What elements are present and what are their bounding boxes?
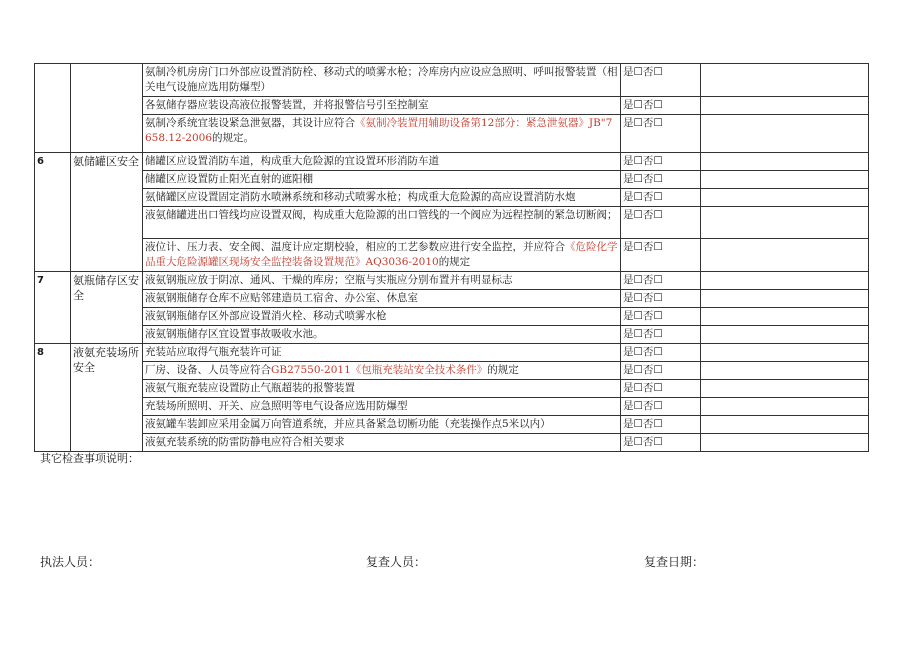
yes-label: 是 (623, 328, 634, 340)
section-category: 氨储罐区安全 (71, 153, 143, 272)
remark-cell[interactable] (701, 207, 869, 239)
check-item (143, 272, 621, 290)
check-item-text: 各氨储存器应装设高液位报警装置，并将报警信号引至控制室 (145, 99, 429, 111)
table-row (35, 416, 869, 434)
yes-label: 是 (623, 191, 634, 203)
yes-label: 是 (623, 382, 634, 394)
check-item-text: 的规定。 (212, 132, 255, 144)
check-item-text: 液氨气瓶充装应设置防止气瓶超装的报警装置 (145, 382, 355, 394)
no-checkbox[interactable]: ☐ (653, 418, 663, 430)
enforcer-label: 执法人员： (40, 555, 101, 569)
check-item-text: 液氨钢瓶应放于阴凉、通风、干燥的库房；空瓶与实瓶应分别布置并有明显标志 (145, 274, 513, 286)
answer-cell (621, 97, 701, 115)
yes-label: 是 (623, 173, 634, 185)
yes-label: 是 (623, 274, 634, 286)
check-item (143, 171, 621, 189)
no-checkbox[interactable]: ☐ (653, 346, 663, 358)
yes-label: 是 (623, 436, 634, 448)
no-checkbox[interactable]: ☐ (653, 66, 663, 78)
yes-checkbox[interactable]: ☐ (633, 328, 643, 340)
table-row (35, 239, 869, 272)
check-item-text: 氨制冷系统宜装设紧急泄氨器，其设计应符合 (145, 117, 355, 129)
yes-checkbox[interactable]: ☐ (633, 418, 643, 430)
yes-checkbox[interactable]: ☐ (633, 209, 643, 221)
yes-checkbox[interactable]: ☐ (633, 436, 643, 448)
no-label: 否 (642, 241, 654, 253)
yes-checkbox[interactable]: ☐ (633, 173, 643, 185)
check-item-text: 厂房、设备、人员等应符合 (145, 364, 271, 376)
no-checkbox[interactable]: ☐ (653, 292, 663, 304)
no-label: 否 (642, 418, 654, 430)
section-category: 氨瓶储存区安全 (71, 272, 143, 344)
answer-cell (621, 344, 701, 362)
no-label: 否 (642, 209, 654, 221)
remark-cell[interactable] (701, 380, 869, 398)
yes-checkbox[interactable]: ☐ (633, 364, 643, 376)
no-label: 否 (642, 292, 654, 304)
check-item-text: 液氨充装系统的防雷防静电应符合相关要求 (145, 436, 345, 448)
remark-cell[interactable] (701, 416, 869, 434)
check-item-text: 充装站应取得气瓶充装许可证 (145, 346, 282, 358)
no-label: 否 (642, 346, 654, 358)
yes-label: 是 (623, 99, 634, 111)
yes-checkbox[interactable]: ☐ (633, 99, 643, 111)
check-item-text: 液氨钢瓶储存区外部应设置消火栓、移动式喷雾水枪 (145, 310, 387, 322)
remark-cell[interactable] (701, 171, 869, 189)
standard-reference: 《危险化学品重大危险源罐区现场安全监控装备设置规范》AQ3036-2010 (145, 241, 618, 268)
check-item (143, 290, 621, 308)
answer-cell (621, 434, 701, 452)
remark-cell[interactable] (701, 290, 869, 308)
answer-cell (621, 326, 701, 344)
yes-label: 是 (623, 155, 634, 167)
check-item-text: 充装场所照明、开关、应急照明等电气设备应选用防爆型 (145, 400, 408, 412)
answer-cell (621, 115, 701, 153)
check-item-text: 液氨钢瓶储存区宜设置事故吸收水池。 (145, 328, 324, 340)
table-row (35, 272, 869, 290)
section-category (71, 64, 143, 153)
no-label: 否 (642, 382, 654, 394)
remark-cell[interactable] (701, 362, 869, 380)
table-row (35, 434, 869, 452)
section-category: 液氨充装场所安全 (71, 344, 143, 452)
check-item (143, 115, 621, 153)
no-label: 否 (642, 99, 654, 111)
check-item (143, 416, 621, 434)
no-label: 否 (642, 310, 654, 322)
standard-reference: GB27550-2011《包瓶充装站安全技术条件》 (271, 364, 488, 376)
answer-cell (621, 362, 701, 380)
check-item-text: 储罐区应设置防止阳光直射的遮阳棚 (145, 173, 313, 185)
other-notes-label: 其它检查事项说明： (40, 452, 139, 465)
remark-cell[interactable] (701, 239, 869, 272)
yes-checkbox[interactable]: ☐ (633, 241, 643, 253)
check-item-text: 液氨储罐进出口管线均应设置双阀，构成重大危险源的出口管线的一个阀应为远程控制的紧急切断阀； (145, 209, 618, 221)
table-row (35, 64, 869, 97)
table-row (35, 362, 869, 380)
table-row (35, 380, 869, 398)
table-row (35, 97, 869, 115)
no-label: 否 (642, 191, 654, 203)
table-row (35, 326, 869, 344)
yes-checkbox[interactable]: ☐ (633, 274, 643, 286)
no-checkbox[interactable]: ☐ (653, 241, 663, 253)
remark-cell[interactable] (701, 434, 869, 452)
yes-label: 是 (623, 418, 634, 430)
no-checkbox[interactable]: ☐ (653, 310, 663, 322)
check-item (143, 239, 621, 272)
no-checkbox[interactable]: ☐ (653, 209, 663, 221)
remark-cell[interactable] (701, 115, 869, 153)
table-row (35, 207, 869, 239)
no-label: 否 (642, 155, 654, 167)
section-number: 7 (35, 272, 71, 344)
check-item (143, 326, 621, 344)
no-checkbox[interactable]: ☐ (653, 99, 663, 111)
reviewer-label: 复查人员： (366, 555, 427, 569)
yes-checkbox[interactable]: ☐ (633, 382, 643, 394)
answer-cell (621, 416, 701, 434)
answer-cell (621, 272, 701, 290)
check-item (143, 308, 621, 326)
check-item (143, 97, 621, 115)
check-item-text: 的规定 (438, 256, 471, 268)
section-number (35, 64, 71, 153)
no-label: 否 (642, 364, 654, 376)
yes-checkbox[interactable]: ☐ (633, 292, 643, 304)
check-item-text: 的规定 (487, 364, 519, 376)
check-item (143, 434, 621, 452)
no-checkbox[interactable]: ☐ (653, 328, 663, 340)
answer-cell (621, 189, 701, 207)
standard-reference: 《氨制冷装置用辅助设备第12部分：紧急泄氨器》JB"7658.12-2006 (145, 117, 613, 144)
section-number: 6 (35, 153, 71, 272)
yes-label: 是 (623, 117, 634, 129)
table-row (35, 290, 869, 308)
yes-label: 是 (623, 400, 634, 412)
yes-label: 是 (623, 209, 634, 221)
table-row (35, 171, 869, 189)
table-row (35, 115, 869, 153)
remark-cell[interactable] (701, 398, 869, 416)
answer-cell (621, 207, 701, 239)
table-row (35, 189, 869, 207)
remark-cell[interactable] (701, 189, 869, 207)
check-item-text: 液氨罐车装卸应采用金属万向管道系统，并应具备紧急切断功能（充装操作点5米以内） (145, 418, 551, 430)
no-label: 否 (642, 117, 654, 129)
remark-cell[interactable] (701, 272, 869, 290)
check-item (143, 153, 621, 171)
table-row (35, 398, 869, 416)
table-row (35, 344, 869, 362)
check-item (143, 380, 621, 398)
answer-cell (621, 239, 701, 272)
check-item (143, 64, 621, 97)
remark-cell[interactable] (701, 153, 869, 171)
check-item-text: 储罐区应设置消防车道，构成重大危险源的宜设置环形消防车道 (145, 155, 439, 167)
yes-label: 是 (623, 66, 634, 78)
remark-cell[interactable] (701, 97, 869, 115)
check-item (143, 344, 621, 362)
no-checkbox[interactable]: ☐ (653, 436, 663, 448)
answer-cell (621, 64, 701, 97)
yes-label: 是 (623, 310, 634, 322)
yes-label: 是 (623, 241, 634, 253)
yes-label: 是 (623, 364, 634, 376)
no-label: 否 (642, 328, 654, 340)
no-checkbox[interactable]: ☐ (653, 191, 663, 203)
check-item-text: 氨储罐区应设置固定消防水喷淋系统和移动式喷雾水枪；构成重大危险源的高应设置消防水炮 (145, 191, 576, 203)
no-label: 否 (642, 436, 654, 448)
yes-checkbox[interactable]: ☐ (633, 310, 643, 322)
no-label: 否 (642, 66, 654, 78)
remark-cell[interactable] (701, 308, 869, 326)
yes-checkbox[interactable]: ☐ (633, 117, 643, 129)
no-checkbox[interactable]: ☐ (653, 364, 663, 376)
check-item-text: 氨制冷机房房门口外部应设置消防栓、移动式的喷雾水枪；冷库房内应设应急照明、呼叫报警装置（相关电气设施应选用防爆型） (145, 66, 618, 93)
no-checkbox[interactable]: ☐ (653, 117, 663, 129)
no-label: 否 (642, 400, 654, 412)
no-checkbox[interactable]: ☐ (653, 155, 663, 167)
yes-label: 是 (623, 292, 634, 304)
no-checkbox[interactable]: ☐ (653, 382, 663, 394)
yes-checkbox[interactable]: ☐ (633, 191, 643, 203)
yes-checkbox[interactable]: ☐ (633, 346, 643, 358)
check-item-text: 液位计、压力表、安全阀、温度计应定期校验，相应的工艺参数应进行安全监控，并应符合 (145, 241, 565, 253)
remark-cell[interactable] (701, 64, 869, 97)
yes-label: 是 (623, 346, 634, 358)
check-item (143, 398, 621, 416)
no-checkbox[interactable]: ☐ (653, 173, 663, 185)
check-item (143, 189, 621, 207)
no-checkbox[interactable]: ☐ (653, 400, 663, 412)
no-label: 否 (642, 274, 654, 286)
answer-cell (621, 171, 701, 189)
yes-checkbox[interactable]: ☐ (633, 400, 643, 412)
table-row (35, 153, 869, 171)
answer-cell (621, 308, 701, 326)
review-date-label: 复查日期： (644, 555, 705, 569)
no-checkbox[interactable]: ☐ (653, 274, 663, 286)
yes-checkbox[interactable]: ☐ (633, 155, 643, 167)
answer-cell (621, 153, 701, 171)
check-item-text: 液氨钢瓶储存仓库不应贴邻建造员工宿舍、办公室、休息室 (145, 292, 418, 304)
yes-checkbox[interactable]: ☐ (633, 66, 643, 78)
inspection-table (34, 63, 869, 452)
answer-cell (621, 398, 701, 416)
remark-cell[interactable] (701, 344, 869, 362)
answer-cell (621, 380, 701, 398)
section-number: 8 (35, 344, 71, 452)
answer-cell (621, 290, 701, 308)
remark-cell[interactable] (701, 326, 869, 344)
check-item (143, 207, 621, 239)
no-label: 否 (642, 173, 654, 185)
table-row (35, 308, 869, 326)
check-item (143, 362, 621, 380)
